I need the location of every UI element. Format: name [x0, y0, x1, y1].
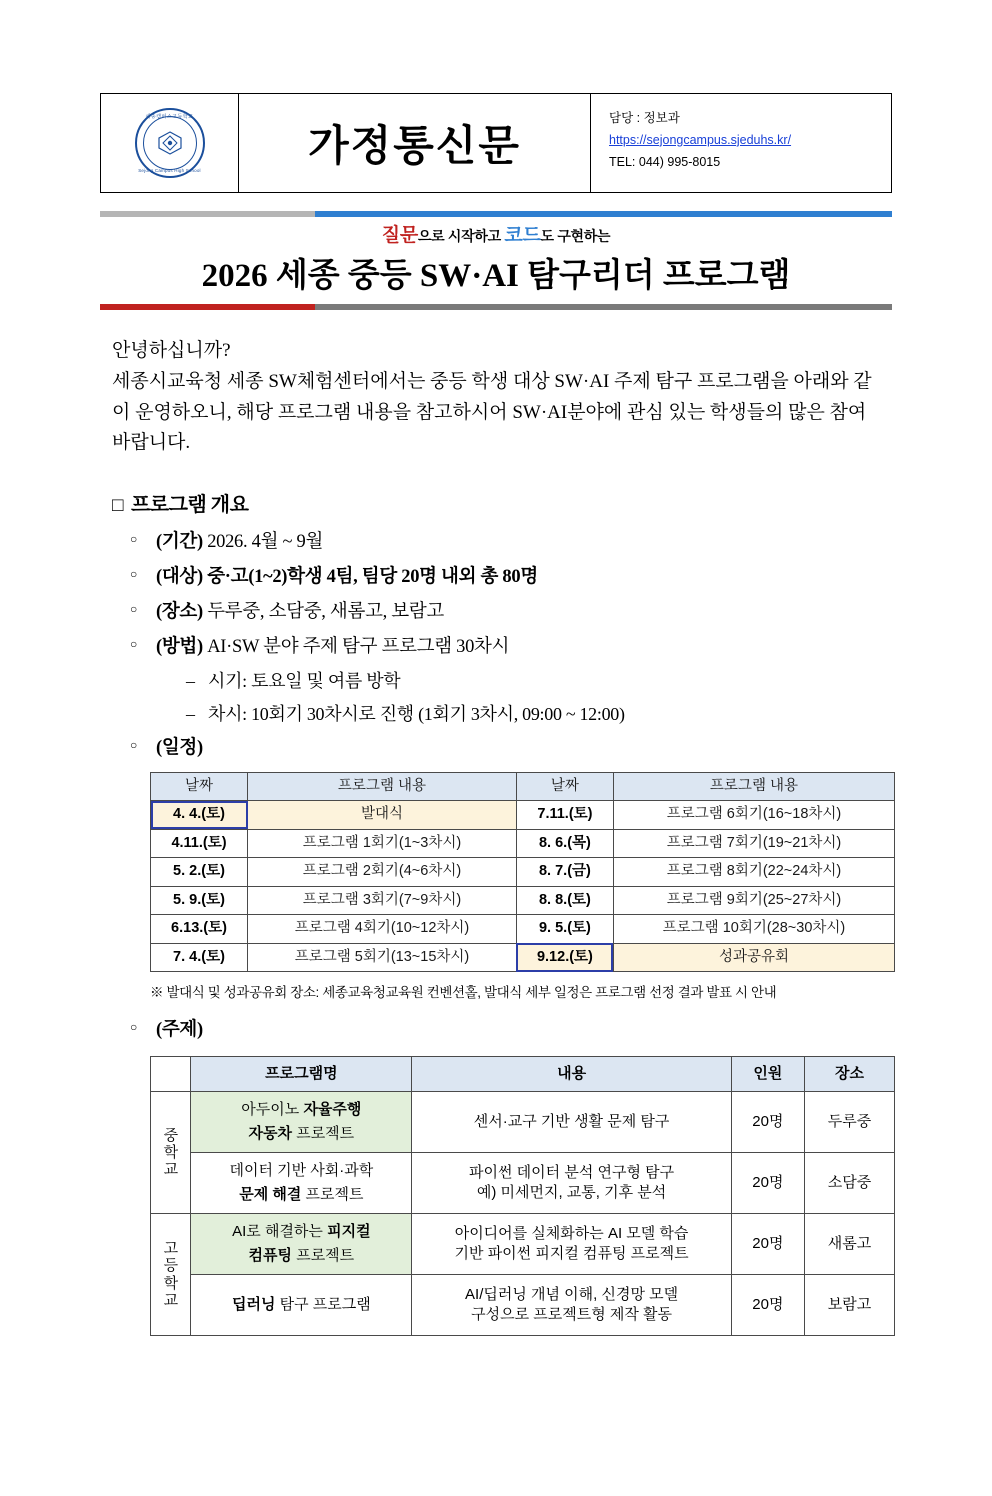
topic-header-count: 인원	[731, 1057, 804, 1092]
group-char: 고	[163, 1240, 178, 1258]
table-row	[151, 915, 895, 943]
topic-place: 새롬고	[805, 1214, 895, 1275]
topic-program-name	[191, 1092, 412, 1153]
overview-label-1: (대상)	[156, 566, 203, 587]
document-body	[112, 336, 880, 1336]
contact-department: 담당 : 정보과	[609, 111, 680, 125]
desc-line2: 예) 미세먼지, 교통, 기후 분석	[476, 1184, 667, 1202]
schedule-table-wrap	[150, 772, 895, 972]
topic-label: (주제)	[156, 1020, 203, 1041]
program-bold: 자율주행	[303, 1100, 362, 1118]
table-row	[151, 858, 895, 886]
document-page	[0, 93, 992, 1496]
schedule-content: 프로그램 7회기(19~21차시)	[613, 829, 894, 857]
catchphrase-question: 질문	[381, 225, 418, 246]
overview-list	[112, 528, 880, 764]
schedule-content: 발대식	[248, 801, 517, 829]
list-item	[130, 528, 880, 558]
schedule-date: 7.11.(토)	[516, 801, 613, 829]
list-item: – 시기: 토요일 및 여름 방학	[186, 667, 880, 696]
table-row	[151, 1153, 895, 1214]
overview-text-2: 두루중, 소담중, 새롬고, 보람고	[202, 601, 445, 622]
topic-header-desc: 내용	[412, 1057, 731, 1092]
overview-text-1: 중·고(1~2)학생 4팀, 팀당 20명 내외 총 80명	[202, 566, 538, 587]
method-detail-list	[156, 667, 880, 729]
schedule-content: 프로그램 1회기(1~3차시)	[248, 829, 517, 857]
title-bottom-bar	[100, 304, 892, 310]
catchphrase-code: 코드	[504, 225, 541, 246]
topic-header-place: 장소	[805, 1057, 895, 1092]
title-top-bar	[100, 211, 892, 217]
topic-desc	[412, 1153, 731, 1214]
schedule-date: 5. 9.(토)	[151, 886, 248, 914]
table-header-row	[151, 772, 895, 800]
title-block	[100, 211, 892, 310]
group-char: 교	[163, 1161, 178, 1179]
schedule-date: 7. 4.(토)	[151, 943, 248, 971]
emblem-bottom-text: Sejong Campus High School	[138, 168, 201, 173]
group-char: 학	[163, 1144, 178, 1162]
group-char: 중	[163, 1126, 178, 1144]
topic-desc	[412, 1214, 731, 1275]
program-line2-bold: 컴퓨팅	[248, 1247, 293, 1265]
topic-desc: 센서·교구 기반 생활 문제 탐구	[412, 1092, 731, 1153]
schedule-note: ※ 발대식 및 성과공유회 장소: 세종교육청교육원 컨벤션홀, 발대식 세부 일정은 프로그램 선정 결과 발표 시 안내	[150, 985, 777, 1001]
topic-header-group	[151, 1057, 191, 1092]
topic-group-high	[151, 1214, 191, 1336]
overview-label-3: (방법)	[156, 636, 203, 657]
schedule-date: 9. 5.(토)	[516, 915, 613, 943]
list-item	[130, 633, 880, 729]
schedule-header-content-2: 프로그램 내용	[613, 772, 894, 800]
list-item	[130, 563, 880, 593]
schedule-date: 4.11.(토)	[151, 829, 248, 857]
table-row	[151, 1092, 895, 1153]
contact-tel: TEL: 044) 995-8015	[609, 154, 721, 169]
program-line2-bold: 문제 해결	[239, 1186, 302, 1204]
page-title: 2026 세종 중등 SW·AI 탐구리더 프로그램	[201, 258, 791, 294]
overview-text-0: 2026. 4월 ~ 9월	[202, 531, 324, 552]
topic-header-program: 프로그램명	[191, 1057, 412, 1092]
desc-line1: AI/딥러닝 개념 이해, 신경망 모델	[465, 1285, 679, 1303]
emblem-top-text: 세종캠퍼스고등학교	[145, 114, 194, 120]
list-item: – 차시: 10회기 30차시로 진행 (1회기 3차시, 09:00 ~ 12:00)	[186, 700, 880, 729]
title-top-bar-blue	[315, 211, 892, 217]
contact-block	[591, 94, 891, 192]
schedule-date: 6.13.(토)	[151, 915, 248, 943]
schedule-header-content-1: 프로그램 내용	[248, 772, 517, 800]
schedule-date: 4. 4.(토)	[151, 801, 248, 829]
topic-place: 소담중	[805, 1153, 895, 1214]
table-row	[151, 801, 895, 829]
topic-program-name	[191, 1214, 412, 1275]
schedule-date: 5. 2.(토)	[151, 858, 248, 886]
overview-label-0: (기간)	[156, 531, 203, 552]
title-bottom-bar-red	[100, 304, 315, 310]
overview-text-3: AI·SW 분야 주제 탐구 프로그램 30차시	[202, 636, 510, 657]
title-bottom-bar-gray	[315, 304, 892, 310]
topic-count: 20명	[731, 1275, 804, 1336]
program-bold2: 자동차	[248, 1125, 293, 1143]
topic-table-wrap	[150, 1056, 895, 1336]
schedule-date: 8. 6.(목)	[516, 829, 613, 857]
list-item-schedule	[130, 734, 880, 764]
desc-line2: 구성으로 프로젝트형 제작 활동	[471, 1306, 672, 1324]
table-row	[151, 943, 895, 971]
schedule-content: 프로그램 5회기(13~15차시)	[248, 943, 517, 971]
schedule-content: 프로그램 3회기(7~9차시)	[248, 886, 517, 914]
table-row	[151, 1275, 895, 1336]
section-square-icon: □	[112, 495, 123, 517]
topic-desc	[412, 1275, 731, 1336]
catchphrase	[100, 217, 892, 247]
overview-label-2: (장소)	[156, 601, 203, 622]
title-top-bar-gray	[100, 211, 315, 217]
program-line2-post: 프로젝트	[292, 1247, 355, 1265]
section-heading-text: 프로그램 개요	[130, 494, 249, 517]
greeting-paragraph	[112, 336, 880, 459]
list-item-topic	[130, 1016, 880, 1046]
desc-line1: 파이썬 데이터 분석 연구형 탐구	[469, 1163, 675, 1181]
greeting-line-1: 안녕하십니까?	[112, 340, 231, 361]
emblem-center	[143, 116, 197, 170]
catchphrase-mid: 으로 시작하고	[417, 228, 505, 244]
table-row	[151, 1214, 895, 1275]
schedule-date: 8. 8.(토)	[516, 886, 613, 914]
emblem-graphic-icon	[155, 130, 185, 156]
schedule-content: 프로그램 2회기(4~6차시)	[248, 858, 517, 886]
program-post: 프로젝트	[292, 1125, 355, 1143]
topic-program-name	[191, 1275, 412, 1336]
schedule-header-date-2: 날짜	[516, 772, 613, 800]
topic-count: 20명	[731, 1153, 804, 1214]
group-char: 학	[163, 1274, 178, 1292]
schedule-content: 성과공유회	[613, 943, 894, 971]
header-box	[100, 93, 892, 193]
table-row	[151, 886, 895, 914]
group-char: 교	[163, 1291, 178, 1309]
document-type-title: 가정통신문	[239, 94, 591, 192]
program-line1-pre: AI로 해결하는	[232, 1222, 328, 1240]
schedule-date: 9.12.(토)	[516, 943, 613, 971]
table-row	[151, 829, 895, 857]
topic-list	[112, 1016, 880, 1046]
schedule-table	[150, 772, 895, 972]
topic-count: 20명	[731, 1092, 804, 1153]
topic-table	[150, 1056, 895, 1336]
schedule-date: 8. 7.(금)	[516, 858, 613, 886]
schedule-content: 프로그램 9회기(25~27차시)	[613, 886, 894, 914]
topic-place: 두루중	[805, 1092, 895, 1153]
schedule-header-date-1: 날짜	[151, 772, 248, 800]
table-header-row	[151, 1057, 895, 1092]
schedule-content: 프로그램 8회기(22~24차시)	[613, 858, 894, 886]
program-line1-bold: 피지컬	[327, 1222, 371, 1240]
schedule-label: (일정)	[156, 738, 203, 759]
topic-program-name	[191, 1153, 412, 1214]
topic-place: 보람고	[805, 1275, 895, 1336]
catchphrase-end: 도 구현하는	[540, 228, 611, 244]
schedule-content: 프로그램 10회기(28~30차시)	[613, 915, 894, 943]
program-post-only: 탐구 프로그램	[275, 1296, 371, 1314]
topic-count: 20명	[731, 1214, 804, 1275]
program-line2-post: 프로젝트	[301, 1186, 364, 1204]
schedule-content: 프로그램 4회기(10~12차시)	[248, 915, 517, 943]
program-line1: 데이터 기반 사회·과학	[229, 1161, 374, 1179]
schedule-content: 프로그램 6회기(16~18차시)	[613, 801, 894, 829]
school-emblem-icon	[135, 108, 205, 178]
topic-group-middle	[151, 1092, 191, 1214]
section-heading-overview	[112, 489, 880, 522]
group-char: 등	[163, 1257, 178, 1275]
contact-url-link[interactable]: https://sejongcampus.sjeduhs.kr/	[609, 132, 792, 147]
greeting-line-2: 세종시교육청 세종 SW체험센터에서는 중등 학생 대상 SW·AI 주제 탐구 프로그램을 아래와 같이 운영하오니, 해당 프로그램 내용을 참고하시어 SW·AI분야에 관심 있는 학생들의 많은 참여 바랍니다.	[112, 370, 872, 454]
desc-line2: 기반 파이썬 피지컬 컴퓨팅 프로젝트	[454, 1245, 689, 1263]
list-item	[130, 598, 880, 628]
school-emblem-cell	[101, 94, 239, 192]
program-pre: 아두이노	[241, 1100, 304, 1118]
desc-line1: 아이디어를 실체화하는 AI 모델 학습	[454, 1224, 689, 1242]
program-bold-only: 딥러닝	[231, 1296, 276, 1314]
